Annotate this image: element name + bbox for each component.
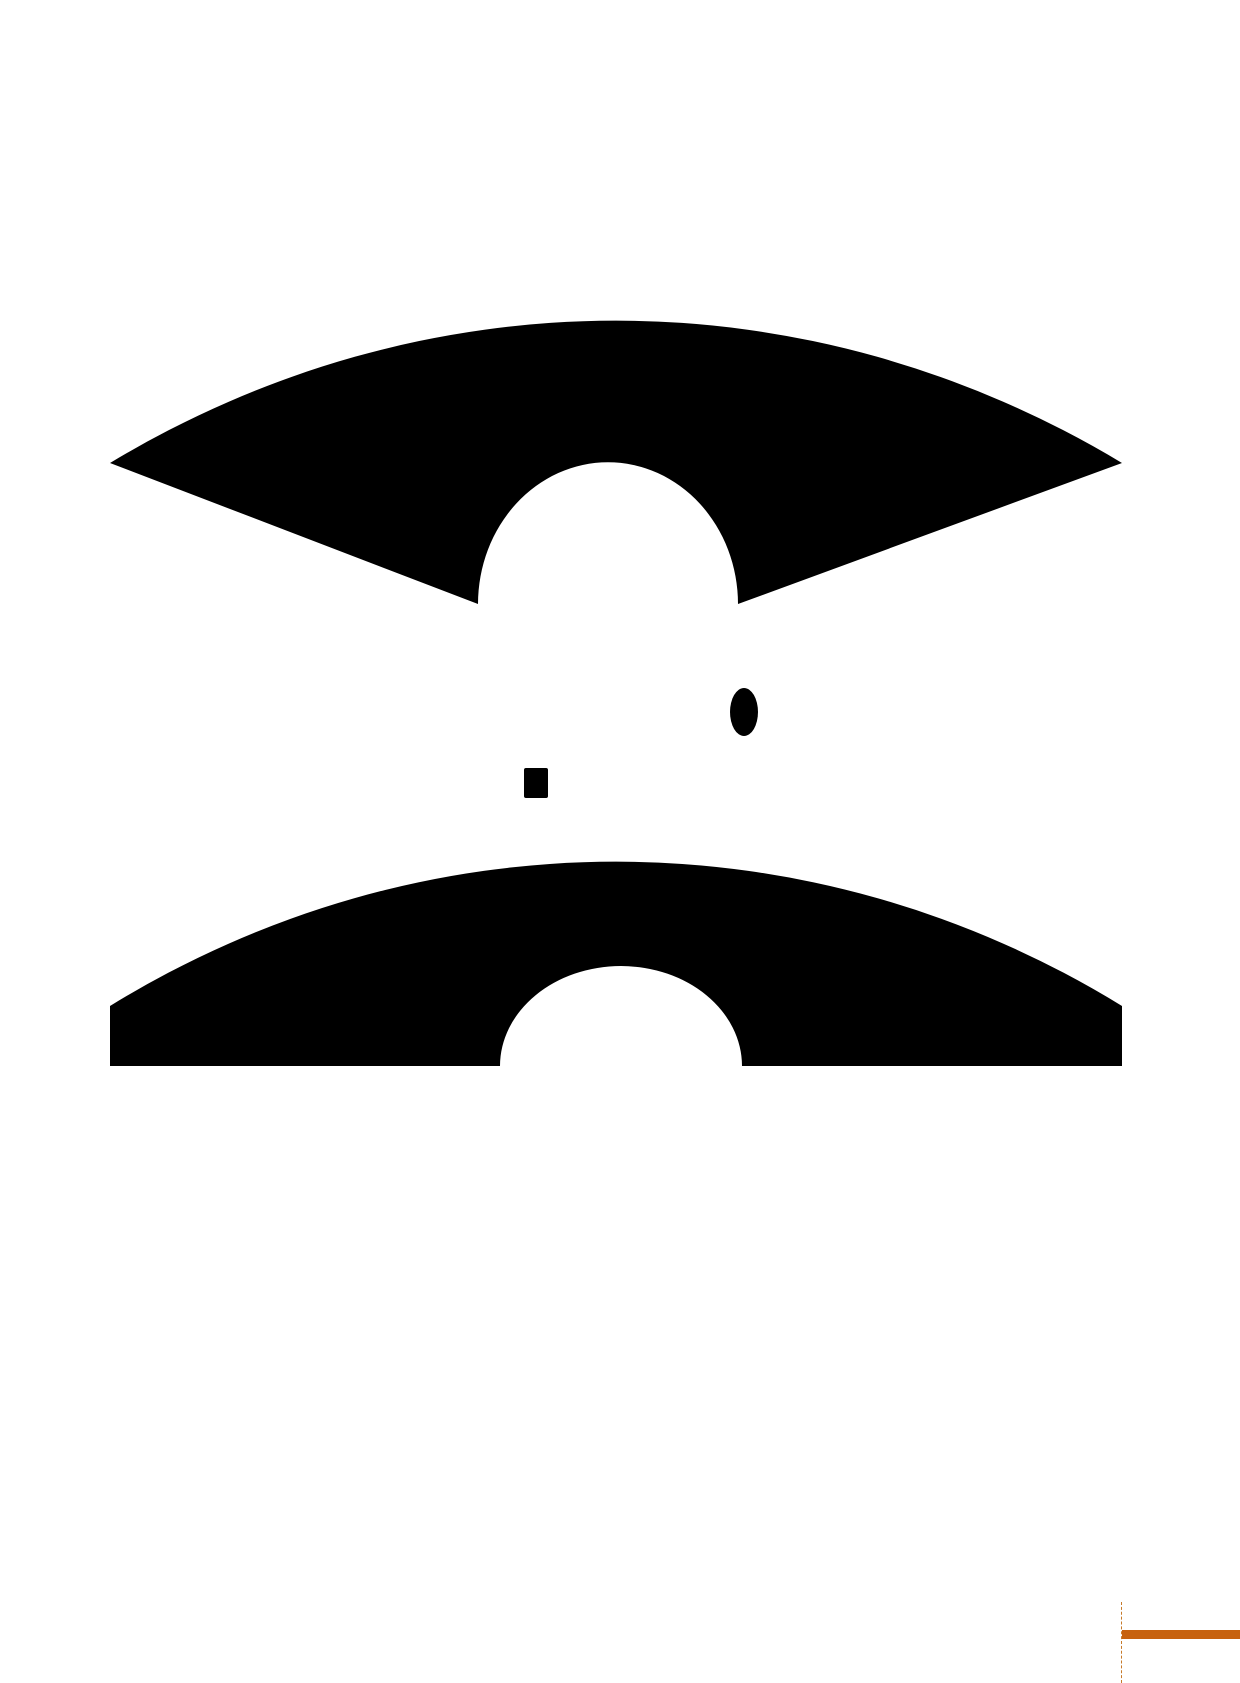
bottom-fan-svg <box>110 646 1122 1076</box>
top-fan-seal-right <box>968 440 1020 476</box>
top-fan-svg <box>110 118 1122 608</box>
top-fan-artwork <box>110 118 1122 608</box>
folio-dashed-rule <box>1121 1602 1122 1683</box>
bottom-fan-artwork <box>110 646 1122 1076</box>
bottom-fan-surface <box>110 862 1122 1066</box>
folio-accent-bar <box>1122 1630 1240 1639</box>
